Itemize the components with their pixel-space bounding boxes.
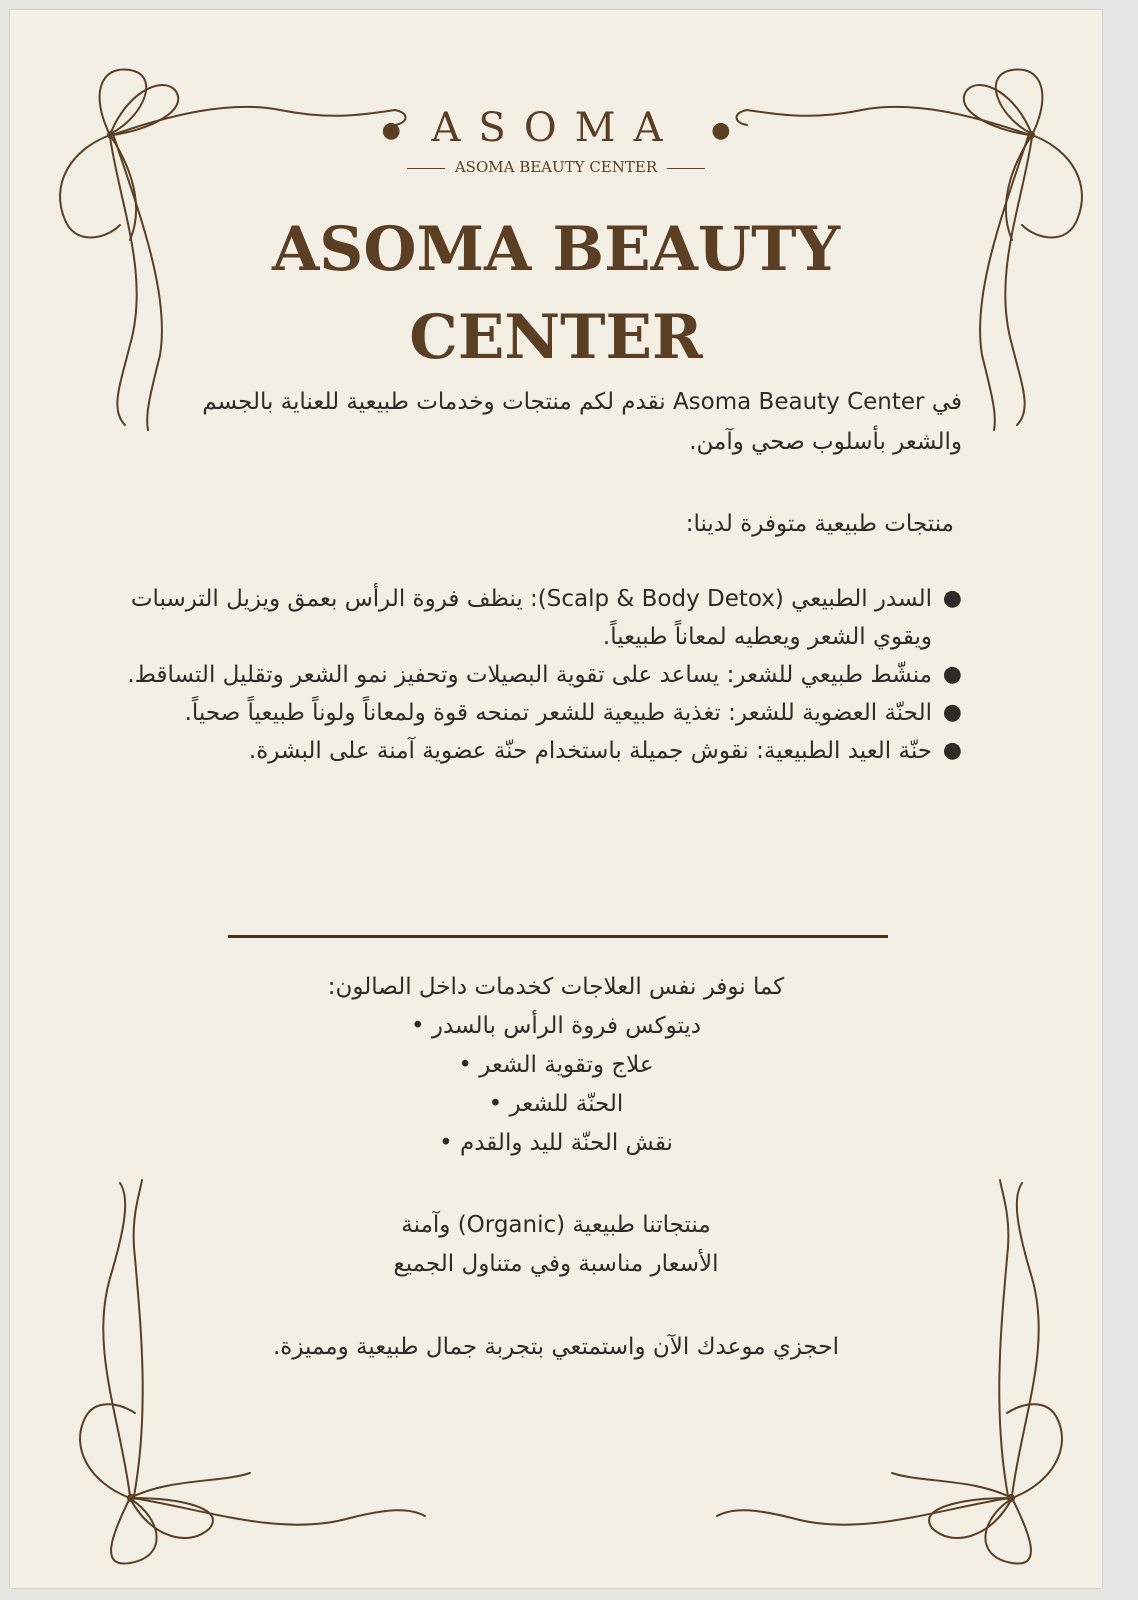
list-item (122, 732, 962, 770)
bullet-icon: ● (942, 738, 962, 763)
logo-wordmark-text: ASOMA (431, 105, 681, 151)
service-item: نقش الحنّة لليد والقدم • (439, 1130, 673, 1156)
logo-wordmark (10, 104, 1102, 155)
logo-subtitle-text: ASOMA BEAUTY CENTER (454, 158, 658, 176)
list-item (122, 694, 962, 732)
services-heading: كما نوفر نفس العلاجات كخدمات داخل الصالون: (327, 974, 785, 1000)
logo-subtitle (10, 157, 1102, 177)
organic-line-1: منتجاتنا طبيعية (Organic) وآمنة (401, 1212, 711, 1238)
intro-paragraph: في Asoma Beauty Center نقدم لكم منتجات وخدمات طبيعية للعناية بالجسم والشعر بأسلوب صحي وآمن. (202, 389, 962, 455)
product-list (122, 580, 962, 770)
bullet-icon: ● (942, 586, 962, 611)
section-divider (228, 935, 888, 938)
product-text: السدر الطبيعي (Scalp & Body Detox): ينظف فروة الرأس بعمق ويزيل الترسبات ويقوي الشعر ويعطيه لمعاناً طبيعياً. (130, 586, 932, 650)
bullet-icon: ● (942, 700, 962, 725)
logo-rule (667, 168, 705, 169)
brand-logo (10, 104, 1102, 177)
bullet-icon: ● (942, 662, 962, 687)
product-text: حنّة العيد الطبيعية: نقوش جميلة باستخدام حنّة عضوية آمنة على البشرة. (248, 738, 932, 764)
products-heading: منتجات طبيعية متوفرة لدينا: (685, 511, 954, 537)
booking-call-to-action: احجزي موعدك الآن واستمتعي بتجربة جمال طبيعية ومميزة. (272, 1334, 839, 1360)
product-text: الحنّة العضوية للشعر: تغذية طبيعية للشعر تمنحه قوة ولمعاناً ولوناً طبيعياً صحياً. (184, 700, 932, 726)
service-item: ديتوكس فروة الرأس بالسدر • (410, 1013, 702, 1039)
organic-line-2: الأسعار مناسبة وفي متناول الجميع (393, 1251, 719, 1277)
product-text: منشّط طبيعي للشعر: يساعد على تقوية البصيلات وتحفيز نمو الشعر وتقليل التساقط. (127, 662, 932, 688)
list-item (122, 656, 962, 694)
list-item (122, 580, 962, 656)
service-item: علاج وتقوية الشعر • (458, 1052, 654, 1078)
organic-note (10, 1206, 1102, 1284)
flyer-page (10, 10, 1102, 1588)
services-section (10, 968, 1102, 1163)
page-title: ASOMA BEAUTY CENTER (271, 214, 841, 373)
logo-dot-icon: ● (381, 118, 401, 143)
service-item: الحنّة للشعر • (488, 1091, 624, 1117)
logo-rule (407, 168, 445, 169)
logo-dot-icon: ● (711, 118, 731, 143)
